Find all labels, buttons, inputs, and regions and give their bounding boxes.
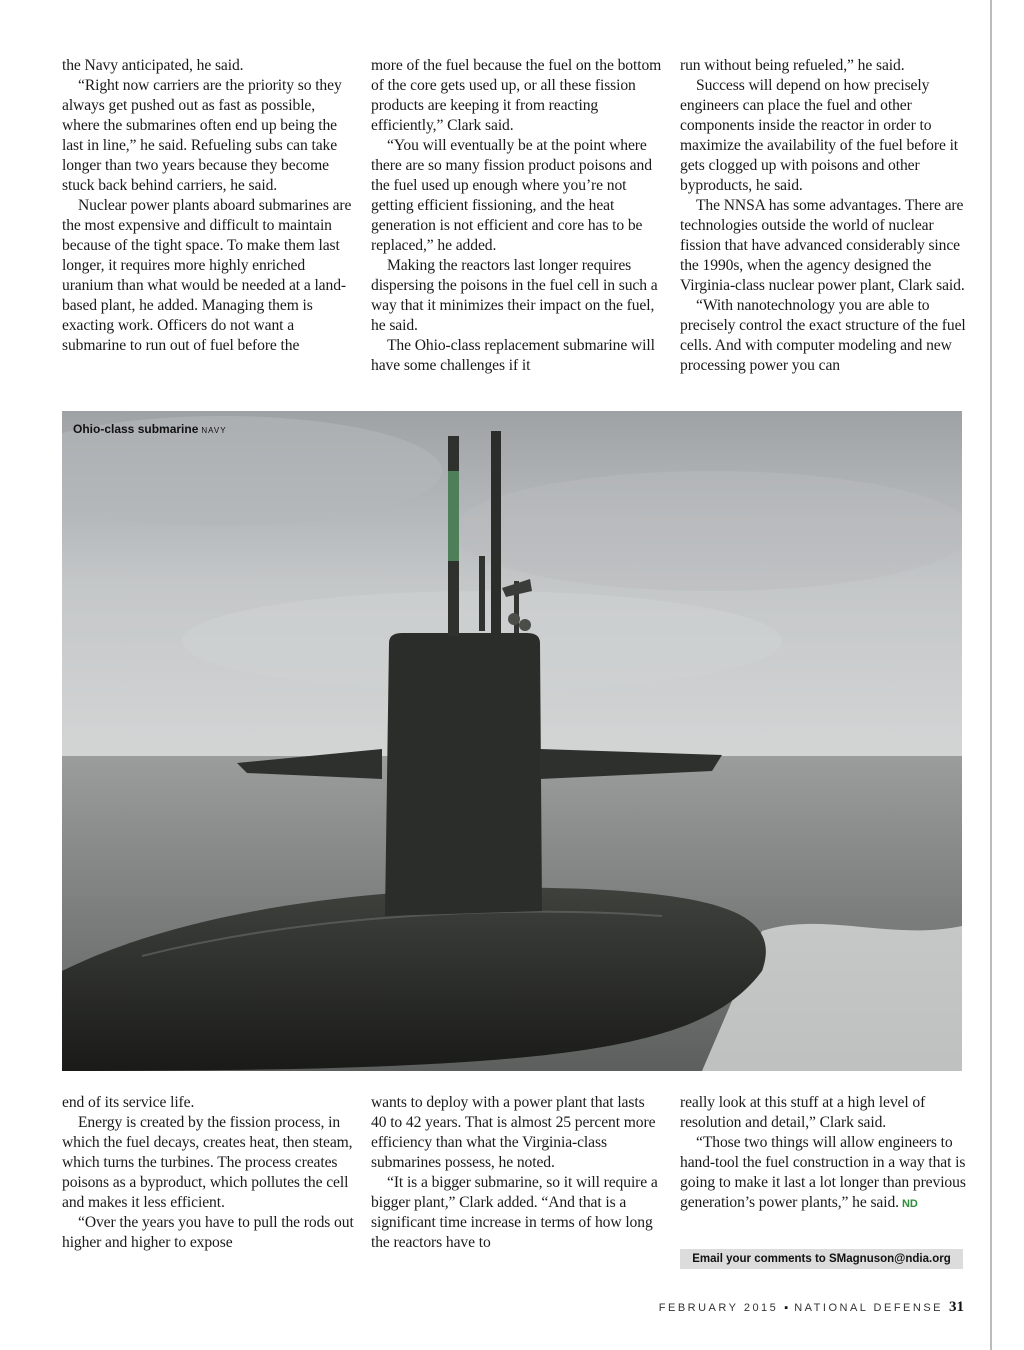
paragraph: The NNSA has some advantages. There are technologies outside the world of nuclear fission that have advanced considerably since the 1990s, when the agency designed the Virginia-class nuclear power plant, Clark said. (680, 197, 965, 294)
paragraph: more of the fuel because the fuel on the bottom of the core gets used up, or all these fission products are keeping it from reacting efficiently,” Clark said. (371, 57, 662, 134)
page-footer (659, 1299, 964, 1316)
paragraph: end of its service life. (62, 1094, 195, 1111)
photo-credit: NAVY (201, 426, 227, 435)
article-column-2 (371, 56, 663, 376)
comments-box (680, 1249, 963, 1269)
paragraph: Making the reactors last longer requires dispersing the poisons in the fuel cell in such a way that it minimizes their impact on the fuel, he said. (371, 257, 658, 334)
paragraph (680, 1133, 972, 1214)
caption-title: Ohio-class submarine (73, 422, 199, 436)
paragraph: “Over the years you have to pull the rods out higher and higher to expose (62, 1214, 354, 1251)
paragraph: “With nanotechnology you are able to precisely control the exact structure of the fuel cells. And with computer modeling and new processing power you can (680, 297, 966, 374)
submarine-photo (62, 411, 962, 1071)
footer-separator: ▪ (784, 1302, 789, 1314)
article-column-1 (62, 56, 354, 356)
footer-issue: FEBRUARY 2015 (658, 1302, 779, 1314)
paragraph: wants to deploy with a power plant that lasts 40 to 42 years. That is almost 25 percent more efficiency than what the Virginia-class submarines possess, he noted. (371, 1094, 656, 1171)
paragraph: The Ohio-class replacement submarine will have some challenges if it (371, 337, 655, 374)
paragraph: the Navy anticipated, he said. (62, 57, 244, 74)
paragraph: run without being refueled,” he said. (680, 57, 905, 74)
article-column-4 (62, 1093, 354, 1253)
paragraph: “You will eventually be at the point where there are so many fission product poisons and the fuel used up enough where you’re not getting efficient fissioning, and the heat generation is not efficient and core has to be replaced,” he added. (371, 137, 652, 254)
paragraph: “Right now carriers are the priority so they always get pushed out as fast as possible, where the submarines often end up being the last in line,” he said. Refueling subs can take longer than two years because they become stuck back behind carriers, he said. (62, 77, 342, 194)
article-column-6 (680, 1093, 972, 1214)
photo-caption (73, 422, 227, 436)
article-column-3 (680, 56, 972, 376)
paragraph: Success will depend on how precisely engineers can place the fuel and other components inside the reactor in order to maximize the availability of the fuel before it gets clogged up with poisons and other byproducts, he said. (680, 77, 959, 194)
end-mark: ND (901, 1198, 918, 1210)
page-number: 31 (949, 1299, 964, 1315)
email-prefix: Email your comments to (692, 1253, 829, 1265)
paragraph: Energy is created by the fission process, in which the fuel decays, creates heat, then steam, which turns the turbines. The process creates poisons as a byproduct, which pollutes the cell and makes it less efficient. (62, 1114, 353, 1211)
article-column-5 (371, 1093, 663, 1253)
paragraph: Nuclear power plants aboard submarines are the most expensive and difficult to maintain because of the tight space. To make them last longer, it requires more highly enriched uranium than what would be needed at a land-based plant, he added. Managing them is exacting work. Officers do not want a submarine to run out of fuel before the (62, 197, 352, 354)
submarine-illustration (62, 411, 962, 1071)
email-link[interactable]: SMagnuson@ndia.org (829, 1253, 951, 1265)
paragraph: really look at this stuff at a high level of resolution and detail,” Clark said. (680, 1094, 926, 1131)
paragraph: “It is a bigger submarine, so it will require a bigger plant,” Clark added. “And that is a significant time increase in terms of how long the reactors have to (371, 1174, 658, 1251)
page-edge-rule (990, 0, 992, 1350)
paragraph-text: “Those two things will allow engineers to hand-tool the fuel construction in a way that is going to make it last a lot longer than previous generation’s power plants,” he said. (680, 1134, 966, 1211)
footer-publication: NATIONAL DEFENSE (794, 1302, 943, 1314)
